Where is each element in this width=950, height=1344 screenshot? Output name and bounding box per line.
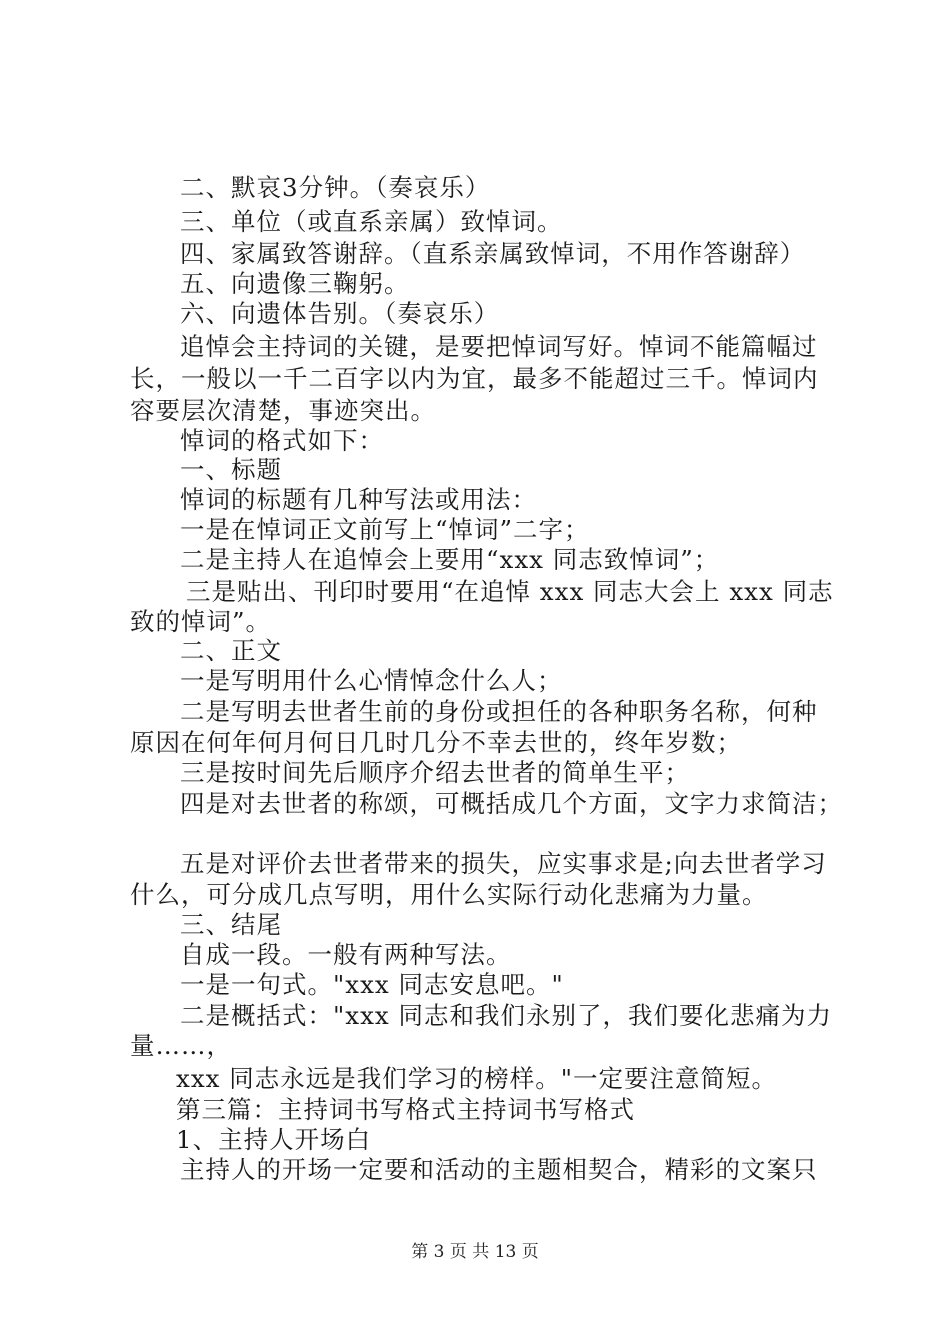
- text-line: 一是在悼词正文前写上“悼词”二字；: [180, 515, 590, 544]
- text-line: 第三篇：主持词书写格式主持词书写格式: [176, 1095, 635, 1124]
- text-line: 二、正文: [180, 636, 282, 665]
- text-line: 三、结尾: [180, 910, 282, 939]
- text-line: 二是概括式："xxx 同志和我们永别了，我们要化悲痛为力: [180, 1001, 833, 1030]
- text-line: 三是按时间先后顺序介绍去世者的简单生平；: [180, 758, 690, 787]
- text-line: 悼词的格式如下：: [180, 426, 384, 455]
- text-line: 五、向遗像三鞠躬。: [180, 269, 410, 298]
- text-line: 什么，可分成几点写明，用什么实际行动化悲痛为力量。: [130, 880, 768, 909]
- text-line: 一是写明用什么心情悼念什么人；: [180, 666, 563, 695]
- text-line: 量……，: [130, 1031, 232, 1060]
- text-line: xxx 同志永远是我们学习的榜样。"一定要注意简短。: [176, 1064, 778, 1093]
- text-line: 原因在何年何月何日几时几分不幸去世的，终年岁数；: [130, 728, 742, 757]
- text-line: 三、单位（或直系亲属）致悼词。: [180, 207, 563, 236]
- text-line: 二是写明去世者生前的身份或担任的各种职务名称，何种: [180, 697, 818, 726]
- text-line: 容要层次清楚，事迹突出。: [130, 396, 436, 425]
- page-number-footer: 第 3 页 共 13 页: [411, 1242, 539, 1262]
- text-line: 主持人的开场一定要和活动的主题相契合，精彩的文案只: [180, 1155, 818, 1184]
- text-line: 长，一般以一千二百字以内为宜，最多不能超过三千。悼词内: [130, 364, 819, 393]
- text-line: 一是一句式。"xxx 同志安息吧。": [180, 970, 564, 999]
- text-line: 1、主持人开场白: [176, 1125, 372, 1154]
- text-line: 四是对去世者的称颂，可概括成几个方面，文字力求简洁；: [180, 789, 843, 818]
- text-line: 六、向遗体告别。（奏哀乐）: [180, 299, 500, 328]
- text-line: 悼词的标题有几种写法或用法：: [180, 485, 537, 514]
- text-line: 自成一段。一般有两种写法。: [180, 940, 512, 969]
- text-line: 三是贴出、刊印时要用“在追悼 xxx 同志大会上 xxx 同志: [186, 577, 834, 606]
- text-line: 二、默哀3分钟。（奏哀乐）: [180, 173, 491, 202]
- text-line: 致的悼词”。: [130, 607, 272, 636]
- text-line: 追悼会主持词的关键，是要把悼词写好。悼词不能篇幅过: [180, 332, 818, 361]
- text-line: 一、标题: [180, 455, 282, 484]
- text-line: 四、家属致答谢辞。（直系亲属致悼词，不用作答谢辞）: [180, 239, 806, 268]
- text-line: 二是主持人在追悼会上要用“xxx 同志致悼词”；: [180, 545, 720, 574]
- text-line: 五是对评价去世者带来的损失，应实事求是;向去世者学习: [180, 849, 827, 878]
